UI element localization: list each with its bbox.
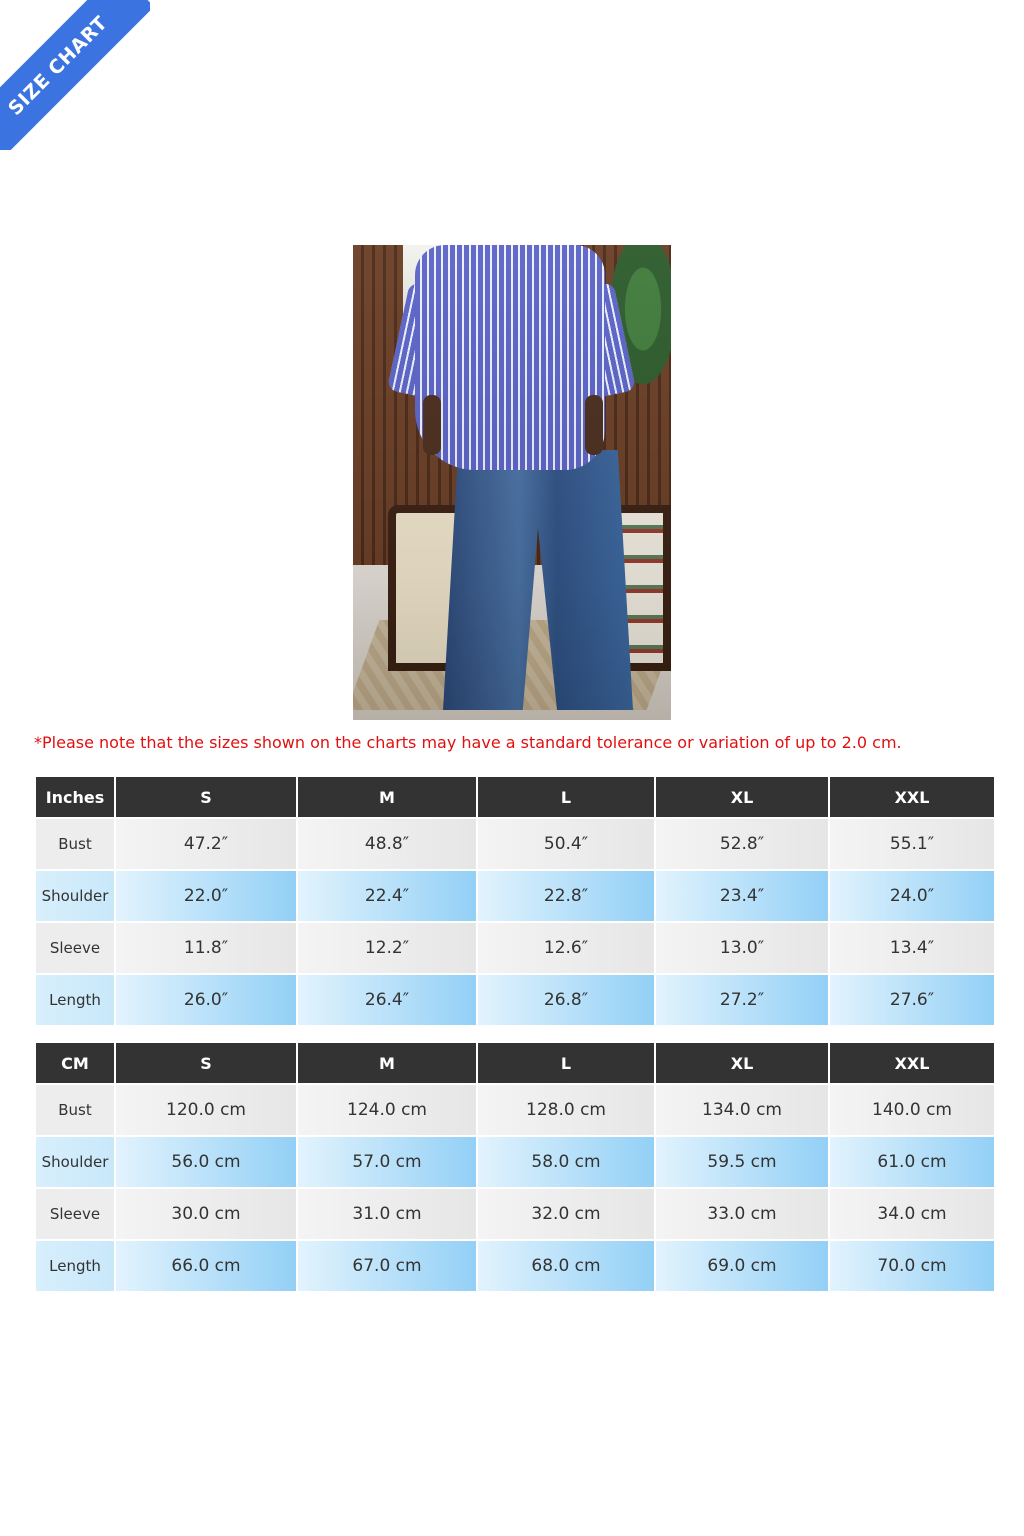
size-header: S (116, 777, 296, 819)
table-cell: 70.0 cm (830, 1241, 994, 1293)
table-cell: 48.8″ (298, 819, 476, 871)
table-row (36, 819, 994, 871)
row-label: Bust (36, 1085, 114, 1137)
size-chart-ribbon (0, 0, 150, 150)
table-cell: 34.0 cm (830, 1189, 994, 1241)
table-cell: 58.0 cm (478, 1137, 654, 1189)
row-label: Length (36, 975, 114, 1027)
table-cell: 33.0 cm (656, 1189, 828, 1241)
table-cell: 66.0 cm (116, 1241, 296, 1293)
size-table-cm (34, 1043, 996, 1293)
table-cell: 26.8″ (478, 975, 654, 1027)
size-header: S (116, 1043, 296, 1085)
table-header-row (36, 1043, 994, 1085)
table-cell: 12.6″ (478, 923, 654, 975)
table-row (36, 1085, 994, 1137)
size-header: XL (656, 777, 828, 819)
table-cell: 27.2″ (656, 975, 828, 1027)
row-label: Sleeve (36, 1189, 114, 1241)
table-row (36, 1137, 994, 1189)
table-cell: 69.0 cm (656, 1241, 828, 1293)
table-cell: 24.0″ (830, 871, 994, 923)
unit-header: Inches (36, 777, 114, 819)
table-cell: 57.0 cm (298, 1137, 476, 1189)
size-header: L (478, 1043, 654, 1085)
table-cell: 50.4″ (478, 819, 654, 871)
table-row (36, 1189, 994, 1241)
product-photo (353, 245, 671, 720)
size-header: M (298, 1043, 476, 1085)
row-label: Bust (36, 819, 114, 871)
table-cell: 22.4″ (298, 871, 476, 923)
table-cell: 22.0″ (116, 871, 296, 923)
table-row (36, 923, 994, 975)
table-cell: 13.0″ (656, 923, 828, 975)
table-cell: 31.0 cm (298, 1189, 476, 1241)
size-header: XXL (830, 777, 994, 819)
table-cell: 13.4″ (830, 923, 994, 975)
table-cell: 128.0 cm (478, 1085, 654, 1137)
table-cell: 140.0 cm (830, 1085, 994, 1137)
table-cell: 52.8″ (656, 819, 828, 871)
row-label: Shoulder (36, 1137, 114, 1189)
table-header-row (36, 777, 994, 819)
table-cell: 55.1″ (830, 819, 994, 871)
row-label: Sleeve (36, 923, 114, 975)
table-cell: 27.6″ (830, 975, 994, 1027)
table-cell: 32.0 cm (478, 1189, 654, 1241)
size-header: L (478, 777, 654, 819)
table-cell: 120.0 cm (116, 1085, 296, 1137)
tolerance-note: *Please note that the sizes shown on the charts may have a standard tolerance or variation of up to 2.0 cm. (34, 733, 902, 752)
size-header: M (298, 777, 476, 819)
size-table-inches (34, 777, 996, 1027)
table-cell: 47.2″ (116, 819, 296, 871)
table-cell: 59.5 cm (656, 1137, 828, 1189)
table-cell: 11.8″ (116, 923, 296, 975)
table-cell: 30.0 cm (116, 1189, 296, 1241)
table-cell: 61.0 cm (830, 1137, 994, 1189)
table-cell: 26.0″ (116, 975, 296, 1027)
table-cell: 68.0 cm (478, 1241, 654, 1293)
table-cell: 134.0 cm (656, 1085, 828, 1137)
table-cell: 67.0 cm (298, 1241, 476, 1293)
table-row (36, 871, 994, 923)
table-cell: 12.2″ (298, 923, 476, 975)
photo-shadow (353, 245, 671, 720)
row-label: Length (36, 1241, 114, 1293)
size-header: XXL (830, 1043, 994, 1085)
table-cell: 124.0 cm (298, 1085, 476, 1137)
row-label: Shoulder (36, 871, 114, 923)
table-cell: 22.8″ (478, 871, 654, 923)
table-row (36, 975, 994, 1027)
size-chart-badge: SIZE CHART (0, 0, 150, 150)
size-header: XL (656, 1043, 828, 1085)
table-cell: 56.0 cm (116, 1137, 296, 1189)
table-row (36, 1241, 994, 1293)
unit-header: CM (36, 1043, 114, 1085)
table-cell: 26.4″ (298, 975, 476, 1027)
table-cell: 23.4″ (656, 871, 828, 923)
